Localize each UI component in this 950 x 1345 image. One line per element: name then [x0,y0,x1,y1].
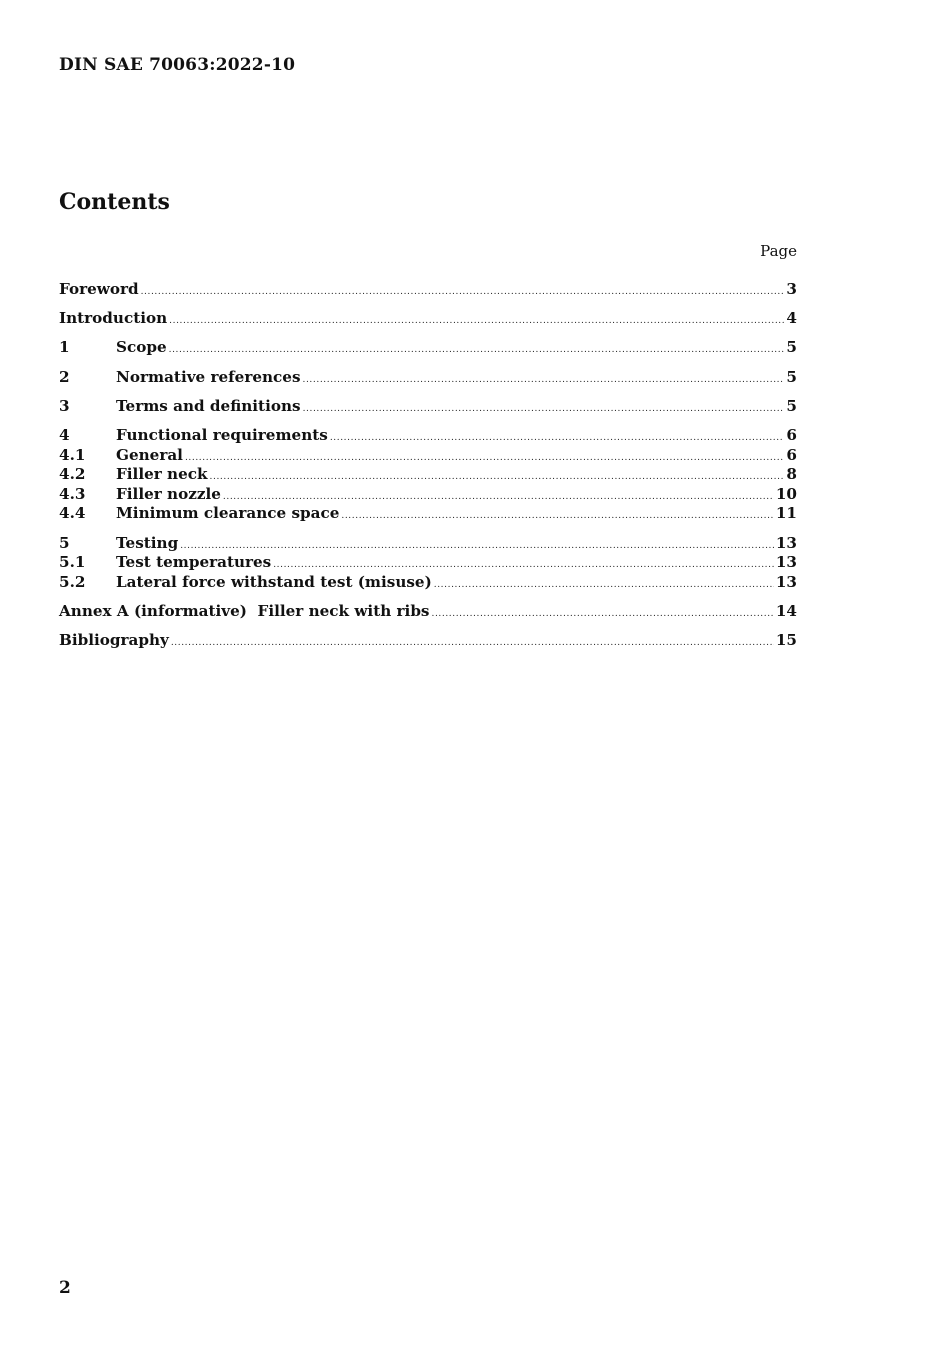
toc-entry-title: Lateral force withstand test (misuse) [116,572,432,591]
toc-entry-normative-references[interactable] [59,368,797,388]
toc-entry-page: 8 [786,465,797,484]
toc-entry-page: 13 [775,572,797,591]
toc-entry-title: Terms and definitions [116,396,301,415]
toc-entry-page: 5 [786,338,797,357]
table-of-contents [59,280,797,651]
toc-entry-page: 11 [775,504,797,523]
toc-entry-functional-requirements[interactable] [59,426,797,446]
toc-entry-page: 5 [786,367,797,386]
toc-entry-minimum-clearance-space[interactable] [59,504,797,524]
toc-entry-general[interactable] [59,446,797,466]
toc-entry-number: 4.1 [59,445,86,464]
toc-entry-page: 5 [786,396,797,415]
toc-entry-foreword[interactable] [59,280,797,300]
toc-entry-page: 14 [775,601,797,620]
toc-entry-number: 2 [59,367,70,386]
toc-entry-page: 6 [786,425,797,444]
toc-entry-number: 4.2 [59,465,86,484]
dot-leader [185,449,784,469]
toc-entry-title: Test temperatures [116,553,272,572]
toc-entry-lateral-force-test[interactable] [59,573,797,593]
toc-entry-title: Introduction [59,309,168,328]
toc-entry-testing[interactable] [59,534,797,554]
dot-leader [169,312,784,332]
toc-entry-filler-neck[interactable] [59,465,797,485]
toc-entry-number: 1 [59,338,70,357]
toc-entry-number: 5.1 [59,553,86,572]
toc-entry-title: General [116,445,183,464]
toc-entry-filler-nozzle[interactable] [59,485,797,505]
toc-entry-title: Foreword [59,280,139,298]
dot-leader [303,371,785,391]
dot-leader [341,507,773,527]
toc-entry-page: 15 [775,631,797,650]
dot-leader [141,283,785,303]
page-column-label: Page [760,242,797,260]
toc-entry-page: 6 [786,445,797,464]
toc-entry-number: 5 [59,533,70,552]
toc-entry-title: Scope [116,338,167,357]
toc-entry-page: 10 [775,484,797,503]
toc-entry-title: Minimum clearance space [116,504,340,523]
toc-entry-introduction[interactable] [59,309,797,329]
toc-entry-title: Bibliography [59,631,169,650]
toc-entry-number: 5.2 [59,572,86,591]
document-id-header: DIN SAE 70063:2022-10 [59,55,296,75]
toc-entry-page: 13 [775,533,797,552]
contents-heading: Contents [59,189,170,215]
dot-leader [432,605,774,625]
toc-entry-page: 3 [786,280,797,298]
dot-leader [434,576,774,596]
toc-entry-number: 3 [59,396,70,415]
toc-entry-number: 4.3 [59,484,86,503]
toc-entry-title: Normative references [116,367,301,386]
dot-leader [303,400,785,420]
toc-entry-title: Annex A (informative) Filler neck with ribs [59,601,430,620]
toc-entry-title: Filler nozzle [116,484,221,503]
toc-entry-annex-a[interactable] [59,602,797,622]
toc-entry-title: Testing [116,533,179,552]
toc-entry-page: 13 [775,553,797,572]
toc-entry-title: Functional requirements [116,425,328,444]
toc-entry-scope[interactable] [59,338,797,358]
dot-leader [330,429,785,449]
toc-entry-number: 4 [59,425,70,444]
page-number: 2 [59,1278,71,1298]
toc-entry-bibliography[interactable] [59,631,797,651]
toc-entry-number: 4.4 [59,504,86,523]
dot-leader [210,468,785,488]
toc-entry-page: 4 [786,309,797,328]
toc-entry-title: Filler neck [116,465,208,484]
dot-leader [171,634,774,654]
dot-leader [169,341,785,361]
toc-entry-terms-and-definitions[interactable] [59,397,797,417]
toc-entry-test-temperatures[interactable] [59,553,797,573]
